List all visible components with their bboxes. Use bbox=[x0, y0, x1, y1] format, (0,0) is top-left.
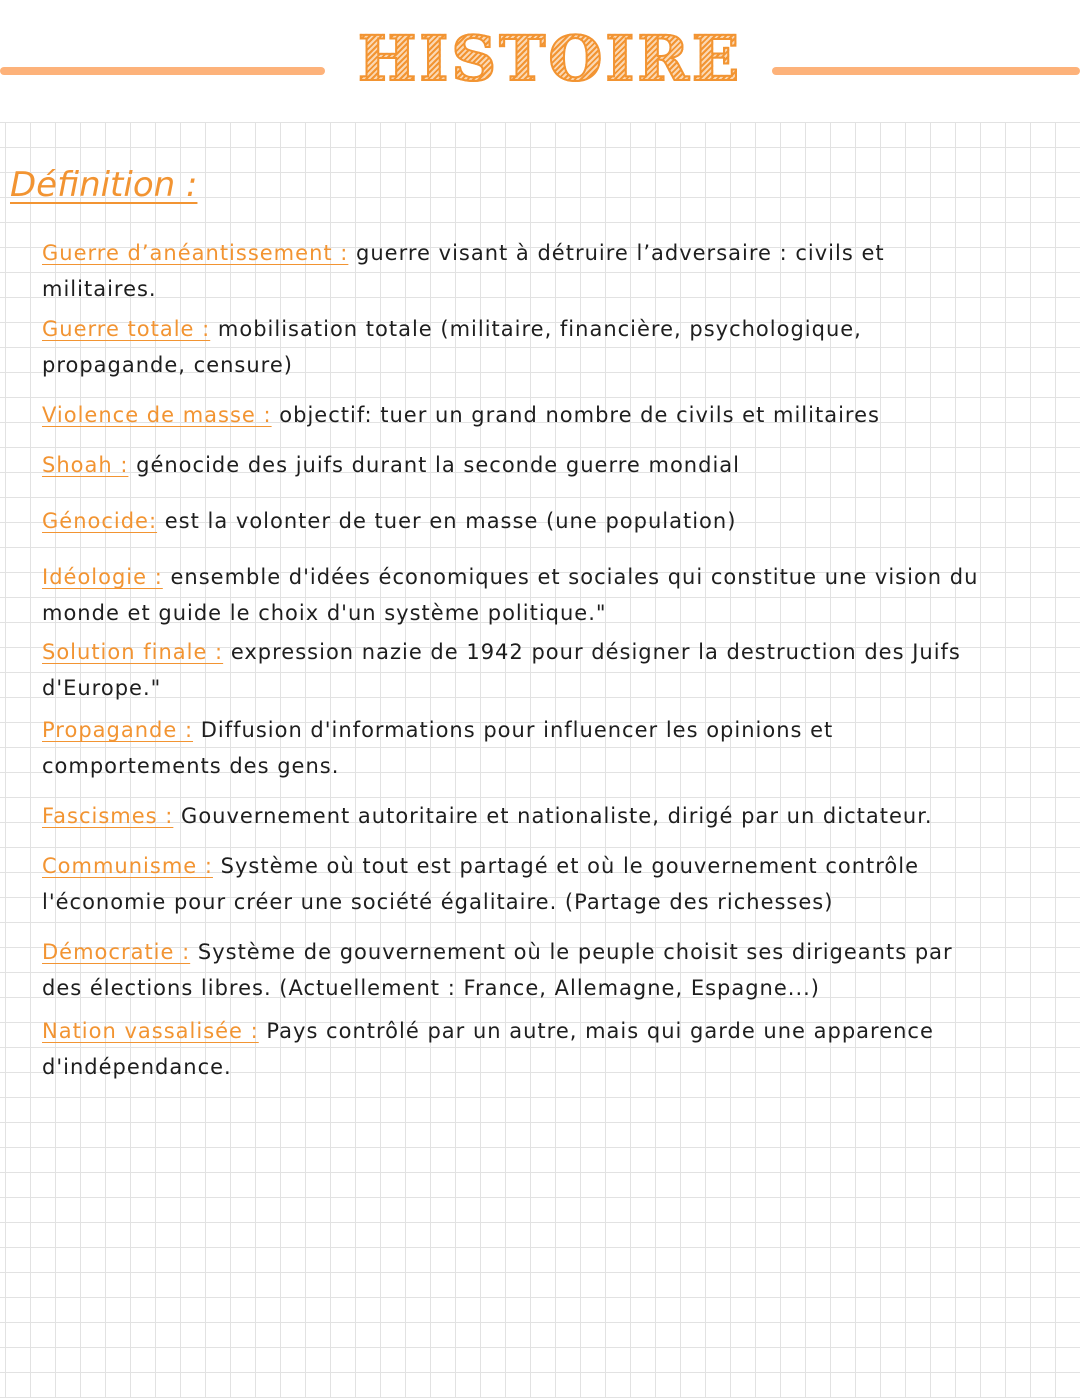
definition-guerre-aneantissement bbox=[42, 235, 1078, 307]
definition-text: Gouvernement autoritaire et nationaliste, dirigé par un dictateur. bbox=[181, 804, 933, 828]
definition-text: génocide des juifs durant la seconde guerre mondial bbox=[136, 453, 740, 477]
definition-text: expression nazie de 1942 pour désigner la destruction des Juifs bbox=[230, 640, 961, 664]
definition-text: mobilisation totale (militaire, financière, psychologique, bbox=[217, 317, 862, 341]
definition-text: Pays contrôlé par un autre, mais qui garde une apparence bbox=[266, 1019, 934, 1043]
definition-text: Système où tout est partagé et où le gouvernement contrôle bbox=[220, 854, 920, 878]
definition-text: comportements des gens. bbox=[42, 754, 340, 778]
definition-term: Shoah : bbox=[42, 453, 129, 477]
definition-term: Guerre d’anéantissement : bbox=[42, 241, 349, 265]
definition-term: Guerre totale : bbox=[42, 317, 211, 341]
definition-text: guerre visant à détruire l’adversaire : civils et bbox=[356, 241, 885, 265]
definition-text: Diffusion d'informations pour influencer les opinions et bbox=[200, 718, 834, 742]
page-title: HISTOIRE bbox=[320, 22, 780, 96]
definition-violence-de-masse bbox=[42, 397, 1078, 433]
definition-text: l'économie pour créer une société égalitaire. (Partage des richesses) bbox=[42, 890, 834, 914]
definition-guerre-totale bbox=[42, 311, 1078, 383]
definition-text: Système de gouvernement où le peuple choisit ses dirigeants par bbox=[197, 940, 953, 964]
definition-term: Solution finale : bbox=[42, 640, 224, 664]
definition-term: Nation vassalisée : bbox=[42, 1019, 259, 1043]
definition-text: militaires. bbox=[42, 277, 157, 301]
definition-text: propagande, censure) bbox=[42, 353, 293, 377]
definition-text: d'Europe." bbox=[42, 676, 162, 700]
definition-term: Communisme : bbox=[42, 854, 213, 878]
definition-fascismes bbox=[42, 798, 1078, 834]
definition-propagande bbox=[42, 712, 1078, 784]
definition-term: Fascismes : bbox=[42, 804, 174, 828]
definition-term: Propagande : bbox=[42, 718, 194, 742]
definition-genocide bbox=[42, 503, 1078, 539]
definition-text: ensemble d'idées économiques et sociales qui constitue une vision du bbox=[170, 565, 979, 589]
definition-text: monde et guide le choix d'un système politique." bbox=[42, 601, 607, 625]
definition-term: Démocratie : bbox=[42, 940, 191, 964]
definition-shoah bbox=[42, 447, 1078, 483]
definition-solution-finale bbox=[42, 634, 1078, 706]
definition-communisme bbox=[42, 848, 1078, 920]
definition-ideologie bbox=[42, 559, 1078, 631]
definition-nation-vassalisee bbox=[42, 1013, 1078, 1085]
definition-text: est la volonter de tuer en masse (une population) bbox=[164, 509, 737, 533]
definition-democratie bbox=[42, 934, 1078, 1006]
definition-text: d'indépendance. bbox=[42, 1055, 232, 1079]
definition-term: Violence de masse : bbox=[42, 403, 272, 427]
header-rule-left bbox=[0, 67, 325, 75]
definition-text: des élections libres. (Actuellement : France, Allemagne, Espagne...) bbox=[42, 976, 821, 1000]
section-heading: Définition : bbox=[10, 165, 198, 205]
definition-term: Idéologie : bbox=[42, 565, 163, 589]
header-rule-right bbox=[772, 67, 1080, 75]
definition-term: Génocide: bbox=[42, 509, 158, 533]
definition-text: objectif: tuer un grand nombre de civils et militaires bbox=[279, 403, 880, 427]
